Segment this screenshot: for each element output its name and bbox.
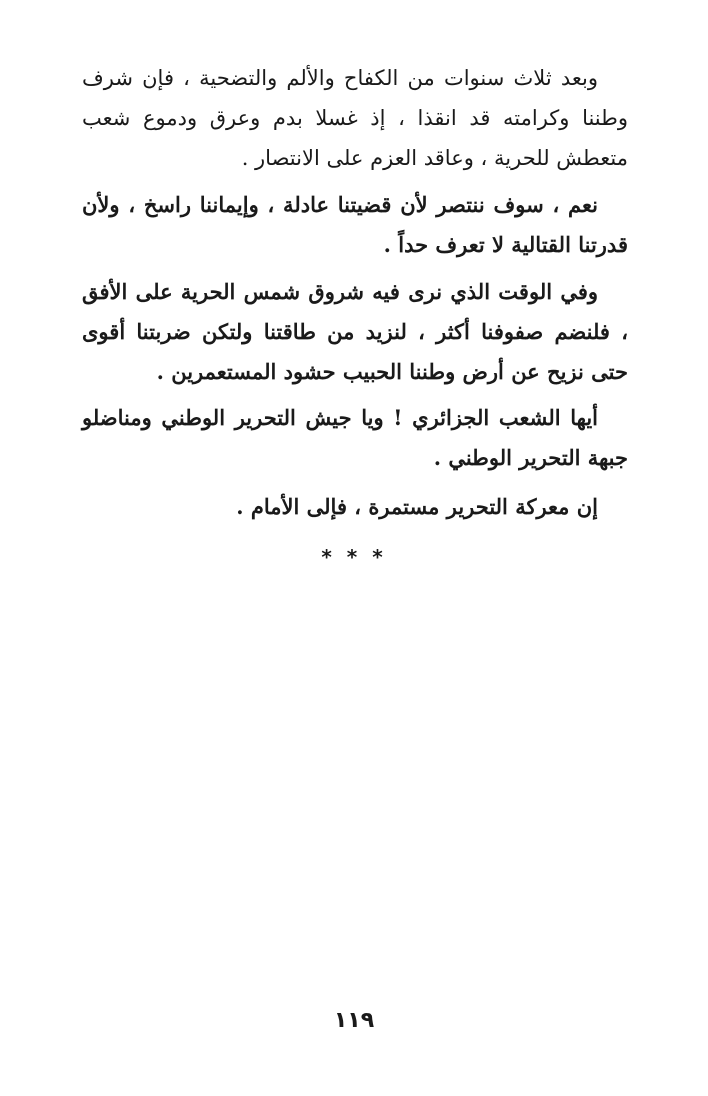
paragraph-4-text: أيها الشعب الجزائري ! ويا جيش التحرير الوطني ومناضلو جبهة التحرير الوطني .: [82, 405, 628, 470]
section-separator: * * *: [321, 545, 387, 569]
page-number: ١١٩: [333, 1008, 375, 1033]
paragraph-5-text: إن معركة التحرير مستمرة ، فإلى الأمام .: [236, 494, 598, 519]
paragraph-4: [82, 398, 628, 478]
paragraph-2-text: نعم ، سوف ننتصر لأن قضيتنا عادلة ، وإيماننا راسخ ، ولأن قدرتنا القتالية لا تعرف حداً .: [82, 192, 628, 257]
paragraph-2: [82, 185, 628, 265]
paragraph-1: [82, 58, 628, 178]
paragraph-3-text: وفي الوقت الذي نرى فيه شروق شمس الحرية على الأفق ، فلنضم صفوفنا أكثر ، لنزيد من طاقتنا ولتكن ضربتنا أقوى حتى نزيح عن أرض وطننا الحبيب حشود المستعمرين .: [82, 279, 628, 384]
paragraph-3: [82, 272, 628, 392]
paragraph-1-text: وبعد ثلاث سنوات من الكفاح والألم والتضحية ، فإن شرف وطننا وكرامته قد انقذا ، إذ غسلا بدم وعرق ودموع شعب متعطش للحرية ، وعاقد العزم على الانتصار .: [82, 66, 628, 170]
paragraph-5: [82, 487, 628, 527]
